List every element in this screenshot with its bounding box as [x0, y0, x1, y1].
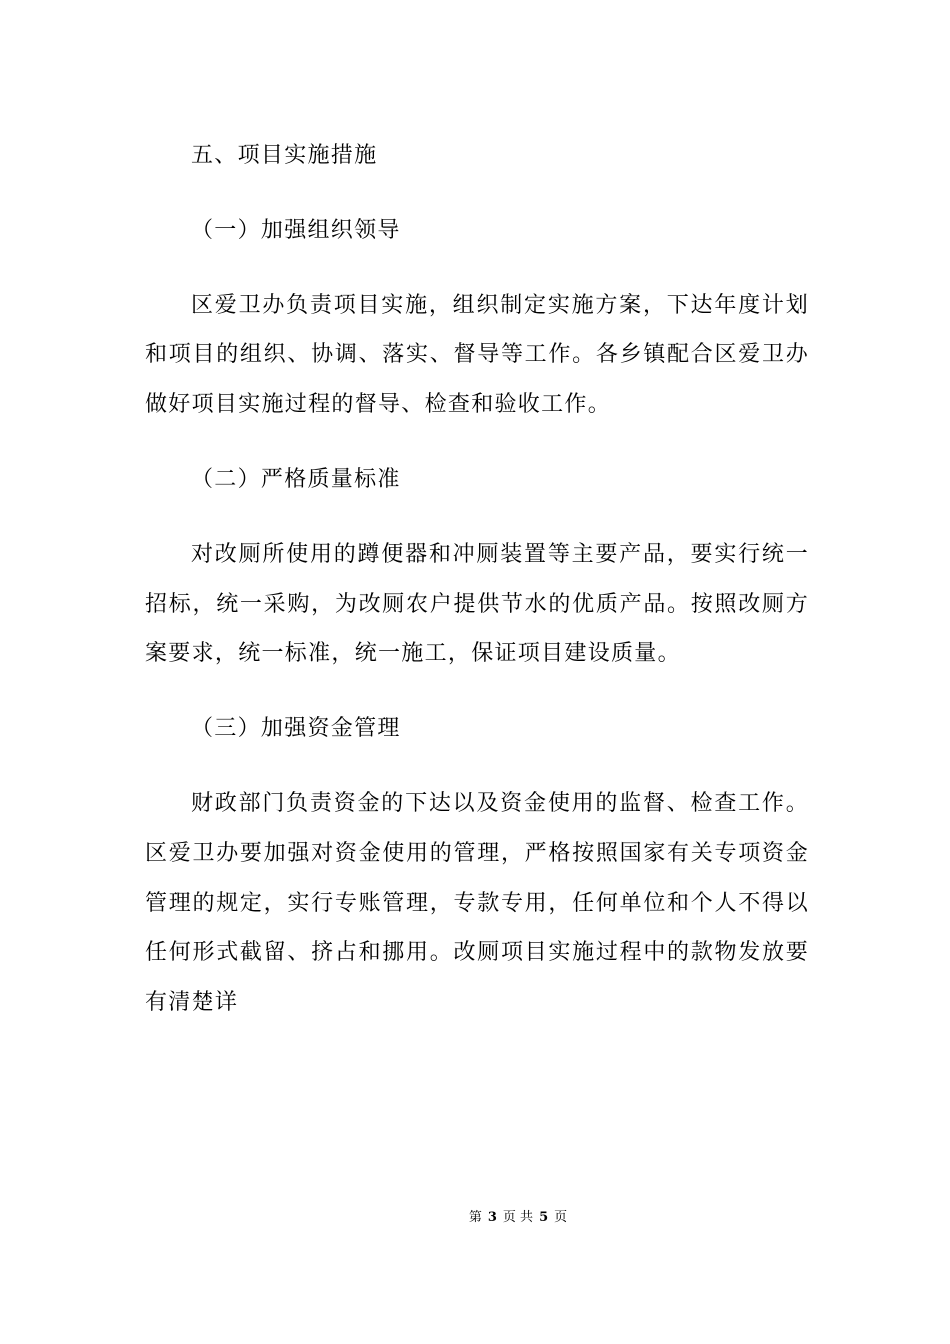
document-body [145, 131, 809, 1028]
paragraph-1: 区爱卫办负责项目实施，组织制定实施方案，下达年度计划和项目的组织、协调、落实、督导等工作。各乡镇配合区爱卫办做好项目实施过程的督导、检查和验收工作。 [145, 292, 809, 418]
subsection-heading-3: （三）加强资金管理 [191, 716, 401, 742]
page-footer [0, 1208, 950, 1228]
section-title: 五、项目实施措施 [191, 143, 378, 168]
footer-prefix: 第 [468, 1210, 482, 1225]
paragraph-3: 财政部门负责资金的下达以及资金使用的监督、检查工作。区爱卫办要加强对资金使用的管理，严格按照国家有关专项资金管理的规定，实行专账管理，专款专用，任何单位和个人不得以任何形式截留、挤占和挪用。改厕项目实施过程中的款物发放要有清楚详 [145, 790, 809, 1016]
subsection-heading-2: （二）严格质量标准 [191, 466, 401, 492]
footer-middle: 页 共 [502, 1210, 534, 1225]
subsection-heading-1: （一）加强组织领导 [191, 217, 401, 243]
total-pages-number: 5 [539, 1210, 549, 1225]
current-page-number: 3 [487, 1210, 497, 1225]
paragraph-2: 对改厕所使用的蹲便器和冲厕装置等主要产品，要实行统一招标，统一采购，为改厕农户提供节水的优质产品。按照改厕方案要求，统一标准，统一施工，保证项目建设质量。 [145, 541, 809, 667]
footer-suffix: 页 [554, 1210, 568, 1225]
